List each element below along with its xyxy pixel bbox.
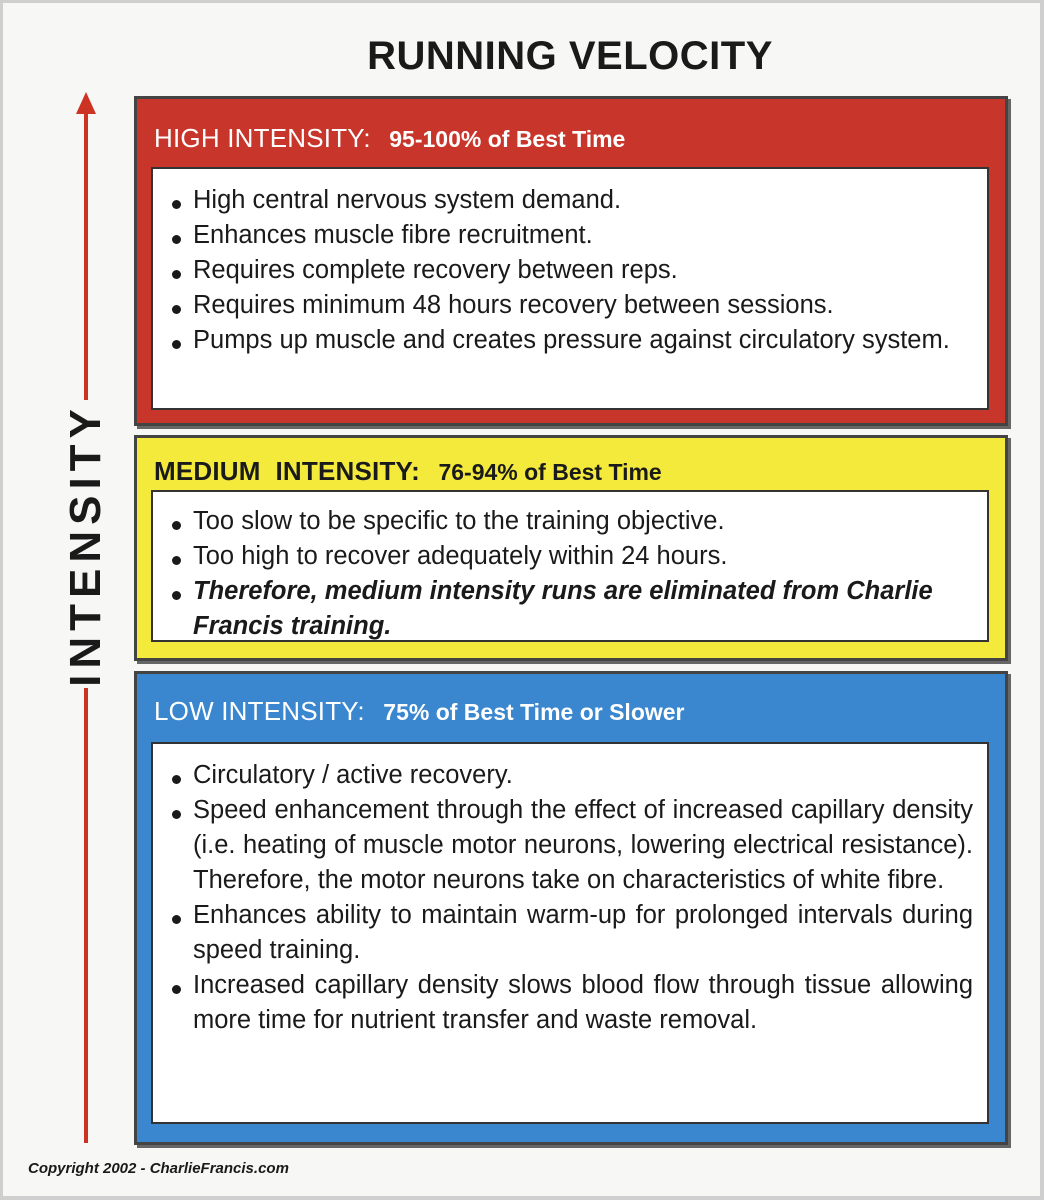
zone-medium-intensity — [134, 435, 1008, 661]
bullet-item: High central nervous system demand. — [169, 183, 973, 218]
zone-high-range: 95-100% of Best Time — [389, 126, 626, 152]
zone-high-intensity — [134, 96, 1008, 426]
bullet-item: Pumps up muscle and creates pressure against circulatory system. — [169, 323, 973, 358]
zone-medium-range: 76-94% of Best Time — [438, 459, 662, 485]
diagram-title: RUNNING VELOCITY — [367, 34, 773, 78]
bullet-item: Increased capillary density slows blood flow through tissue allowing more time for nutrient transfer and waste removal. — [169, 968, 973, 1038]
frame-left-border — [0, 0, 3, 1200]
bullet-item: Requires complete recovery between reps. — [169, 253, 973, 288]
bullet-item: Too high to recover adequately within 24 hours. — [169, 539, 973, 574]
bullet-item: Enhances ability to maintain warm-up for prolonged intervals during speed training. — [169, 898, 973, 968]
zone-high-bullet-list — [169, 183, 973, 358]
zone-medium-label: MEDIUM INTENSITY: — [154, 456, 420, 486]
bullet-item: Requires minimum 48 hours recovery between sessions. — [169, 288, 973, 323]
frame-top-border — [0, 0, 1044, 3]
bullet-item: Circulatory / active recovery. — [169, 758, 973, 793]
zone-low-body — [151, 742, 989, 1124]
frame-right-border — [1040, 0, 1044, 1200]
frame-bottom-border — [0, 1196, 1044, 1200]
intensity-axis-lower-line — [84, 688, 88, 1143]
intensity-axis-label: INTENSITY — [61, 403, 110, 687]
zone-low-intensity — [134, 671, 1008, 1145]
zone-low-label: LOW INTENSITY: — [154, 696, 365, 726]
zone-high-label: HIGH INTENSITY: — [154, 123, 371, 153]
intensity-axis-upper-line — [84, 110, 88, 400]
zone-low-bullet-list — [169, 758, 973, 1038]
bullet-item: Enhances muscle fibre recruitment. — [169, 218, 973, 253]
zone-medium-bullet-list — [169, 504, 973, 644]
zone-high-heading — [154, 123, 625, 154]
bullet-item: Too slow to be specific to the training objective. — [169, 504, 973, 539]
zone-medium-body — [151, 490, 989, 642]
zone-low-heading — [154, 696, 685, 727]
bullet-item: Speed enhancement through the effect of increased capillary density (i.e. heating of muscle motor neurons, lowering electrical resistance). Therefore, the motor neurons take on characteristics of white fibre. — [169, 793, 973, 898]
zone-medium-heading — [154, 456, 662, 487]
bullet-item-emphasis: Therefore, medium intensity runs are eliminated from Charlie Francis training. — [169, 574, 973, 644]
zone-low-range: 75% of Best Time or Slower — [383, 699, 685, 725]
zone-high-body — [151, 167, 989, 410]
copyright-notice: Copyright 2002 - CharlieFrancis.com — [28, 1160, 289, 1177]
